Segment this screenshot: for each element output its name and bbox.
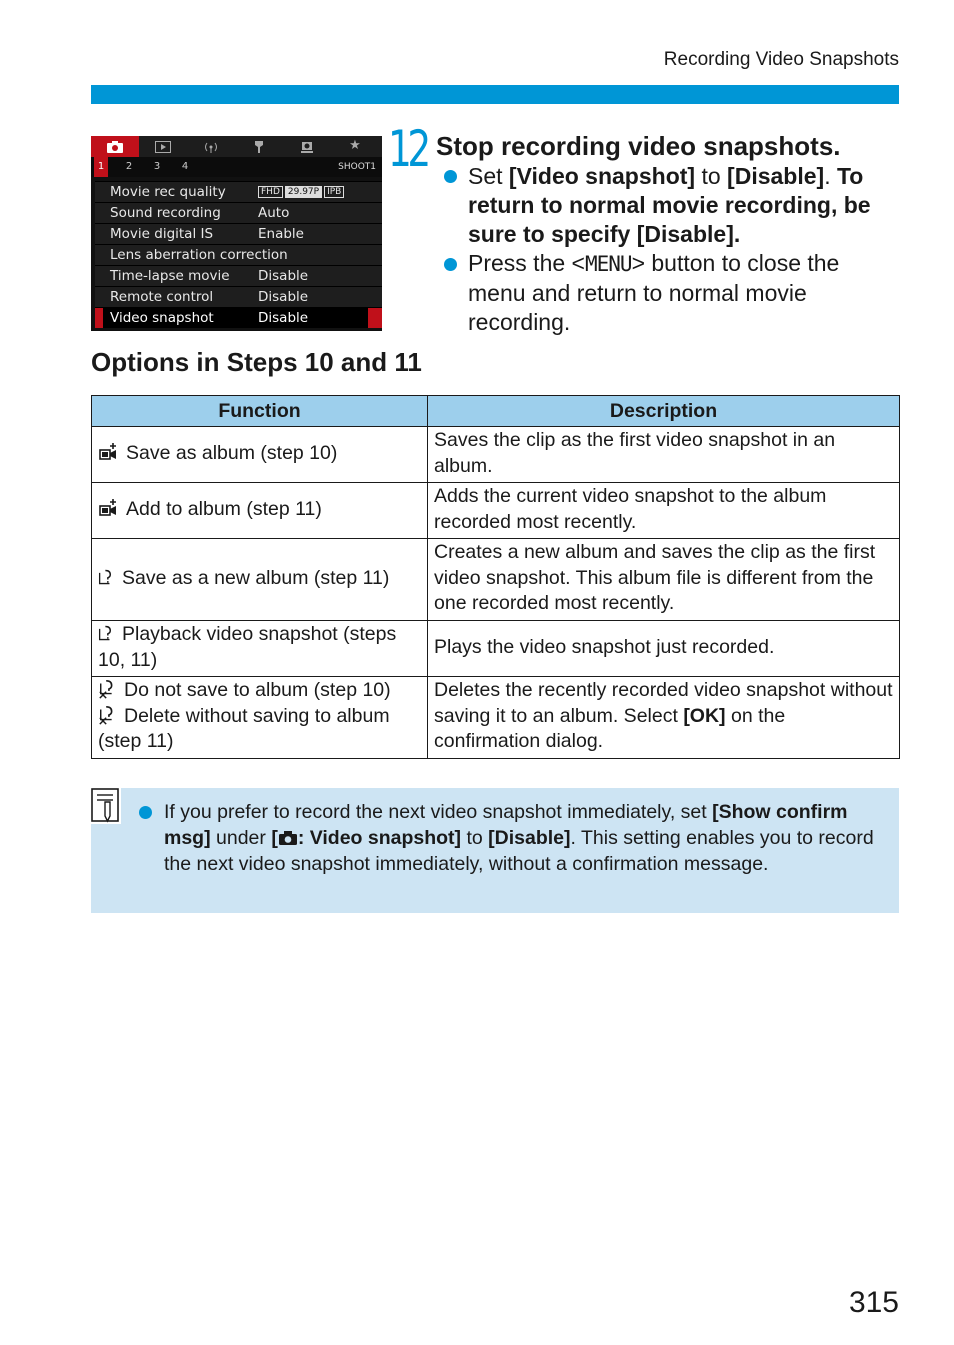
- running-header: Recording Video Snapshots: [663, 49, 899, 70]
- custom-icon: [283, 136, 331, 157]
- bold-run: [Disable]: [488, 827, 571, 849]
- menu-row-remote-control: [95, 286, 382, 307]
- description-cell: Adds the current video snapshot to the album recorded most recently.: [428, 483, 900, 539]
- text-run: under: [210, 827, 272, 849]
- function-cell: [92, 677, 428, 759]
- text-run: to: [695, 163, 728, 189]
- step-number: 12: [388, 120, 427, 178]
- delete-snapshot-icon: [98, 679, 118, 699]
- bold-run: [: [271, 827, 278, 849]
- subtab-2: 2: [125, 161, 133, 172]
- menu-row-label: Movie digital IS: [110, 226, 214, 242]
- camera-menu-screenshot: [91, 136, 382, 331]
- camera-icon: [278, 830, 298, 846]
- camera-menu-tabs: [91, 136, 382, 157]
- menu-row-label: Remote control: [110, 289, 214, 305]
- star-icon: ★: [349, 138, 361, 153]
- function-cell: [92, 427, 428, 483]
- menu-row-value: [258, 182, 346, 202]
- menu-row-sound-recording: [95, 202, 382, 223]
- note-text: [164, 799, 889, 877]
- bullet-dot: [444, 258, 457, 271]
- function-text: Save as album (step 10): [126, 441, 338, 464]
- text-run: > button to close the menu and return to normal movie recording.: [468, 250, 840, 335]
- camera-menu-page-label: SHOOT1: [338, 162, 376, 172]
- playback-snapshot-icon: [98, 623, 116, 643]
- function-cell: [92, 539, 428, 621]
- menu-row-value: Disable: [258, 268, 309, 284]
- play-icon: [139, 136, 187, 157]
- function-text: Do not save to album (step 10): [124, 679, 391, 702]
- menu-row-label: Time-lapse movie: [110, 268, 230, 284]
- bold-run: [Disable]: [727, 163, 825, 189]
- menu-row-value: Disable: [258, 310, 309, 326]
- header-description: Description: [428, 396, 900, 427]
- bold-run: [OK]: [683, 704, 726, 727]
- table-row: [92, 427, 900, 483]
- function-line: [98, 678, 421, 704]
- subtab-4: 4: [181, 161, 189, 172]
- description-cell: Plays the video snapshot just recorded.: [428, 621, 900, 677]
- menu-row-label: Video snapshot: [110, 310, 214, 326]
- table-header-row: [92, 396, 900, 427]
- bold-run: [Show confirm msg]: [164, 801, 848, 849]
- table-row: [92, 621, 900, 677]
- camera-menu-subtabs: [91, 157, 382, 177]
- options-heading: Options in Steps 10 and 11: [91, 347, 422, 377]
- menu-button-label: MENU: [584, 252, 632, 276]
- fhd-badge: FHD: [258, 186, 283, 198]
- function-text: Add to album (step 11): [126, 497, 322, 520]
- header-bar: [91, 85, 899, 104]
- text-run: Deletes the recently recorded video snapshot without saving it to an album. Select: [434, 679, 893, 727]
- description-cell: Creates a new album and saves the clip as the first video snapshot. This album file is different from the one recorded most recently.: [428, 539, 900, 621]
- memo-icon: [91, 788, 121, 824]
- menu-row-lens-aberration: [95, 244, 382, 265]
- function-line: [98, 704, 421, 755]
- text-run: . This setting enables you to record the next video snapshot immediately, without a confirmation message.: [164, 827, 874, 875]
- function-cell: [92, 483, 428, 539]
- table-row: [92, 483, 900, 539]
- header-function: Function: [92, 396, 428, 427]
- function-text: Delete without saving to album (step 11): [98, 704, 390, 753]
- menu-row-value: Enable: [258, 226, 304, 242]
- fps-badge: 29.97P: [285, 186, 322, 198]
- bold-run: : Video snapshot]: [297, 827, 462, 849]
- description-cell: Saves the clip as the first video snapshot in an album.: [428, 427, 900, 483]
- step-bullet-2: [468, 249, 888, 337]
- text-run: Set: [468, 163, 509, 189]
- menu-row-label: Movie rec quality: [110, 184, 226, 200]
- page-number: 315: [848, 1286, 899, 1319]
- table-row: [92, 677, 900, 759]
- bold-run: [Video snapshot]: [508, 163, 696, 189]
- ipb-badge: IPB: [324, 186, 344, 198]
- bullet-dot: [139, 806, 152, 819]
- menu-row-movie-digital-is: [95, 223, 382, 244]
- function-text: Playback video snapshot (steps 10, 11): [98, 623, 397, 671]
- text-run: Press the <: [468, 250, 585, 276]
- bullet-dot: [444, 170, 457, 183]
- text-run: If you prefer to record the next video snapshot immediately, set: [164, 801, 713, 823]
- description-cell: [428, 677, 900, 759]
- wrench-icon: [235, 136, 283, 157]
- table-row: [92, 539, 900, 621]
- menu-row-time-lapse: [95, 265, 382, 286]
- album-save-icon: [98, 442, 120, 462]
- menu-row-movie-rec-quality: [95, 181, 382, 202]
- function-cell: [92, 621, 428, 677]
- step-bullet-1: [468, 162, 908, 249]
- subtab-1: 1: [94, 157, 108, 177]
- new-album-icon: [98, 567, 116, 587]
- menu-row-video-snapshot: [95, 307, 382, 328]
- function-text: Save as a new album (step 11): [122, 566, 390, 589]
- menu-row-value: Auto: [258, 205, 290, 221]
- delete-snapshot-icon: [98, 705, 118, 725]
- subtab-3: 3: [153, 161, 161, 172]
- text-run: .: [824, 163, 837, 189]
- menu-row-label: Sound recording: [110, 205, 221, 221]
- wireless-icon: [187, 136, 235, 157]
- bold-run: To return to normal movie recording, be sure to specify [Disable].: [468, 163, 871, 247]
- camera-icon: [91, 136, 139, 157]
- menu-row-value: Disable: [258, 289, 309, 305]
- options-table: [91, 395, 900, 759]
- menu-row-label: Lens aberration correction: [110, 247, 288, 263]
- album-add-icon: [98, 498, 120, 518]
- text-run: to: [461, 827, 489, 849]
- text-run: on the confirmation dialog.: [434, 704, 786, 753]
- step-title: Stop recording video snapshots.: [436, 131, 841, 161]
